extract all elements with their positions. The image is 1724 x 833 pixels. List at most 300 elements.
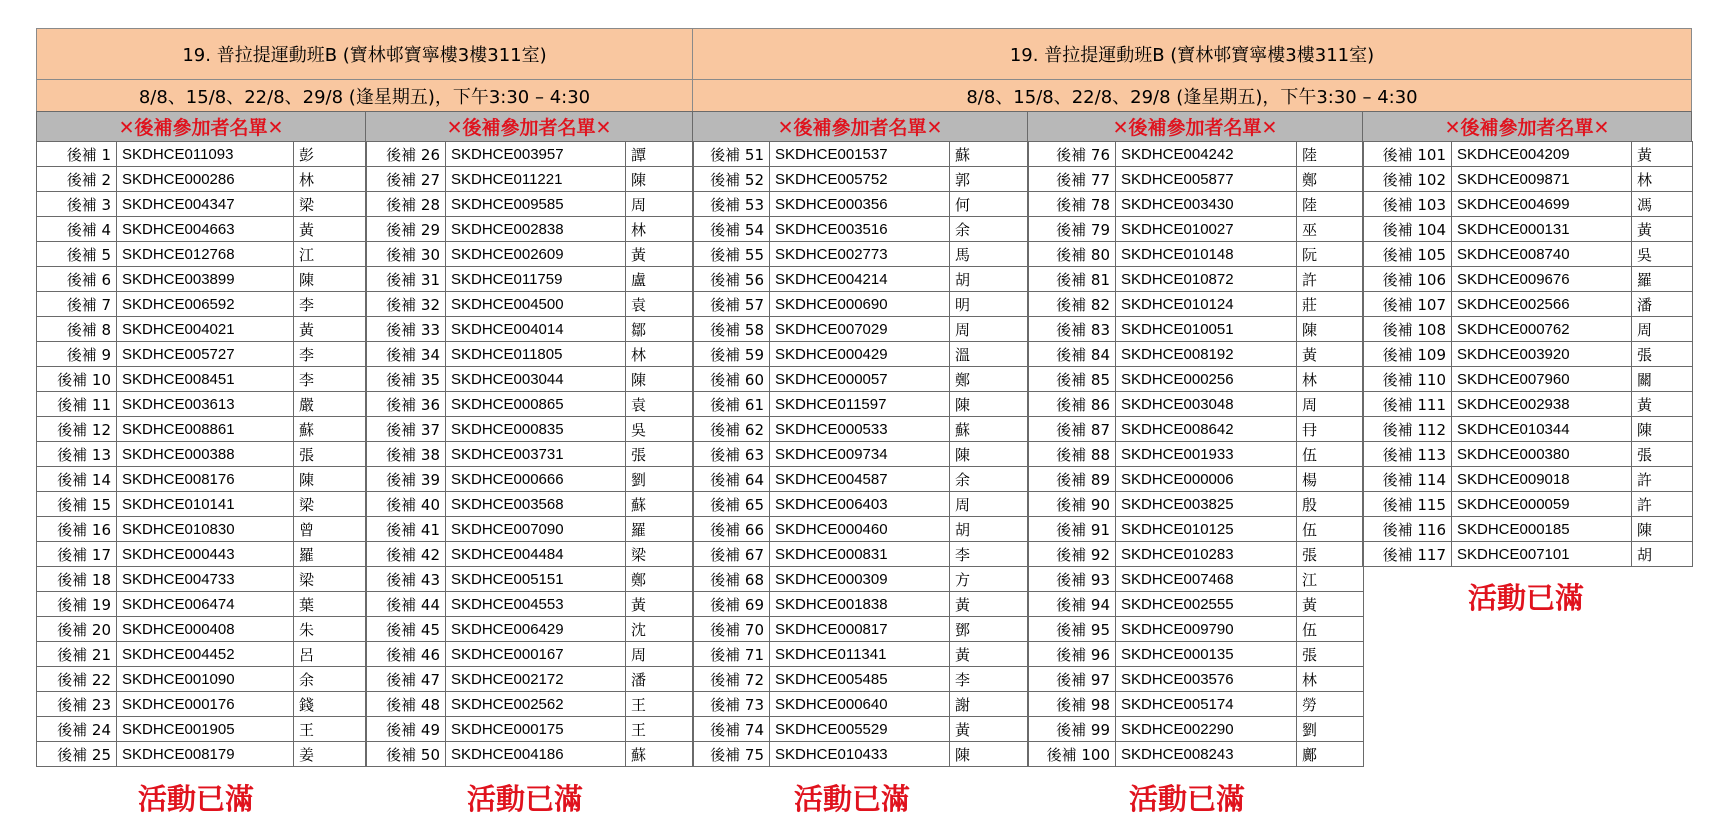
waitlist-table-3	[692, 141, 1029, 767]
waitlist-number: 後補 79	[1028, 217, 1116, 242]
participant-surname: 江	[294, 242, 367, 267]
waitlist-number: 後補 19	[37, 592, 117, 617]
participant-surname: 勞	[1297, 692, 1364, 717]
member-id: SKDHCE010872	[1116, 267, 1297, 292]
member-id: SKDHCE000176	[117, 692, 294, 717]
table-row	[366, 292, 694, 317]
member-id: SKDHCE000443	[117, 542, 294, 567]
member-id: SKDHCE000762	[1452, 317, 1632, 342]
participant-surname: 葉	[294, 592, 367, 617]
member-id: SKDHCE000690	[770, 292, 950, 317]
table-row	[1028, 292, 1364, 317]
table-row	[1028, 567, 1364, 592]
waitlist-number: 後補 44	[366, 592, 446, 617]
member-id: SKDHCE003048	[1116, 392, 1297, 417]
waitlist-number: 後補 32	[366, 292, 446, 317]
waitlist-number: 後補 88	[1028, 442, 1116, 467]
table-row	[693, 192, 1029, 217]
member-id: SKDHCE003920	[1452, 342, 1632, 367]
member-id: SKDHCE004347	[117, 192, 294, 217]
waitlist-number: 後補 7	[37, 292, 117, 317]
table-row	[1363, 342, 1693, 367]
waitlist-number: 後補 61	[693, 392, 770, 417]
waitlist-number: 後補 53	[693, 192, 770, 217]
member-id: SKDHCE006429	[446, 617, 626, 642]
waitlist-number: 後補 12	[37, 417, 117, 442]
waitlist-number: 後補 37	[366, 417, 446, 442]
waitlist-number: 後補 58	[693, 317, 770, 342]
waitlist-number: 後補 93	[1028, 567, 1116, 592]
member-id: SKDHCE007029	[770, 317, 950, 342]
participant-surname: 潘	[1632, 292, 1693, 317]
participant-surname: 袁	[626, 292, 694, 317]
participant-surname: 嚴	[294, 392, 367, 417]
waitlist-number: 後補 55	[693, 242, 770, 267]
member-id: SKDHCE003613	[117, 392, 294, 417]
table-row	[693, 342, 1029, 367]
waitlist-heading-3: ✕後補參加者名單✕	[692, 111, 1028, 142]
waitlist-number: 後補 5	[37, 242, 117, 267]
table-row	[37, 142, 367, 167]
member-id: SKDHCE009676	[1452, 267, 1632, 292]
waitlist-number: 後補 102	[1363, 167, 1452, 192]
member-id: SKDHCE009871	[1452, 167, 1632, 192]
participant-surname: 余	[294, 667, 367, 692]
waitlist-number: 後補 85	[1028, 367, 1116, 392]
class-schedule-right: 8/8、15/8、22/8、29/8 (逢星期五)，下午3:30 – 4:30	[692, 79, 1692, 112]
member-id: SKDHCE000175	[446, 717, 626, 742]
member-id: SKDHCE000256	[1116, 367, 1297, 392]
waitlist-number: 後補 36	[366, 392, 446, 417]
waitlist-number: 後補 104	[1363, 217, 1452, 242]
member-id: SKDHCE009018	[1452, 467, 1632, 492]
table-row	[37, 217, 367, 242]
member-id: SKDHCE003430	[1116, 192, 1297, 217]
table-row	[1028, 317, 1364, 342]
participant-surname: 鄺	[1297, 742, 1364, 767]
participant-surname: 周	[1297, 392, 1364, 417]
table-row	[693, 667, 1029, 692]
table-row	[1363, 217, 1693, 242]
participant-surname: 蘇	[294, 417, 367, 442]
waitlist-number: 後補 23	[37, 692, 117, 717]
table-row	[366, 467, 694, 492]
participant-surname: 伍	[1297, 517, 1364, 542]
participant-surname: 冄	[1297, 417, 1364, 442]
waitlist-number: 後補 4	[37, 217, 117, 242]
participant-surname: 黃	[626, 592, 694, 617]
table-row	[1028, 267, 1364, 292]
table-row	[1363, 542, 1693, 567]
table-row	[1028, 717, 1364, 742]
waitlist-number: 後補 31	[366, 267, 446, 292]
table-row	[37, 317, 367, 342]
participant-surname: 余	[950, 217, 1029, 242]
member-id: SKDHCE004209	[1452, 142, 1632, 167]
table-row	[366, 417, 694, 442]
participant-surname: 黃	[950, 717, 1029, 742]
waitlist-heading-1: ✕後補參加者名單✕	[36, 111, 366, 142]
table-row	[693, 692, 1029, 717]
member-id: SKDHCE002773	[770, 242, 950, 267]
member-id: SKDHCE000185	[1452, 517, 1632, 542]
table-row	[37, 292, 367, 317]
table-row	[37, 542, 367, 567]
table-row	[1363, 192, 1693, 217]
waitlist-table-4	[1027, 141, 1364, 767]
member-id: SKDHCE007468	[1116, 567, 1297, 592]
member-id: SKDHCE000135	[1116, 642, 1297, 667]
participant-surname: 李	[294, 342, 367, 367]
table-row	[1028, 167, 1364, 192]
table-row	[366, 742, 694, 767]
waitlist-number: 後補 46	[366, 642, 446, 667]
member-id: SKDHCE011805	[446, 342, 626, 367]
participant-surname: 劉	[626, 467, 694, 492]
member-id: SKDHCE002555	[1116, 592, 1297, 617]
member-id: SKDHCE008740	[1452, 242, 1632, 267]
participant-surname: 陳	[294, 467, 367, 492]
table-row	[1028, 742, 1364, 767]
participant-surname: 陳	[1297, 317, 1364, 342]
waitlist-number: 後補 117	[1363, 542, 1452, 567]
table-row	[693, 292, 1029, 317]
waitlist-number: 後補 56	[693, 267, 770, 292]
member-id: SKDHCE008243	[1116, 742, 1297, 767]
participant-surname: 羅	[626, 517, 694, 542]
participant-surname: 羅	[1632, 267, 1693, 292]
member-id: SKDHCE004699	[1452, 192, 1632, 217]
participant-surname: 馬	[950, 242, 1029, 267]
participant-surname: 黃	[1632, 142, 1693, 167]
member-id: SKDHCE000460	[770, 517, 950, 542]
waitlist-number: 後補 107	[1363, 292, 1452, 317]
table-row	[366, 692, 694, 717]
table-row	[1363, 467, 1693, 492]
table-row	[1028, 517, 1364, 542]
participant-surname: 溫	[950, 342, 1029, 367]
participant-surname: 譚	[626, 142, 694, 167]
member-id: SKDHCE007101	[1452, 542, 1632, 567]
member-id: SKDHCE000006	[1116, 467, 1297, 492]
member-id: SKDHCE004484	[446, 542, 626, 567]
member-id: SKDHCE002172	[446, 667, 626, 692]
table-row	[1028, 467, 1364, 492]
waitlist-number: 後補 20	[37, 617, 117, 642]
member-id: SKDHCE010027	[1116, 217, 1297, 242]
table-row	[693, 567, 1029, 592]
member-id: SKDHCE008642	[1116, 417, 1297, 442]
table-row	[366, 517, 694, 542]
member-id: SKDHCE006403	[770, 492, 950, 517]
table-row	[1028, 592, 1364, 617]
participant-surname: 蘇	[950, 417, 1029, 442]
participant-surname: 林	[1297, 667, 1364, 692]
waitlist-number: 後補 106	[1363, 267, 1452, 292]
member-id: SKDHCE005727	[117, 342, 294, 367]
waitlist-number: 後補 98	[1028, 692, 1116, 717]
member-id: SKDHCE006474	[117, 592, 294, 617]
participant-surname: 鄭	[626, 567, 694, 592]
waitlist-number: 後補 24	[37, 717, 117, 742]
participant-surname: 黃	[950, 592, 1029, 617]
table-row	[1028, 692, 1364, 717]
waitlist-number: 後補 108	[1363, 317, 1452, 342]
member-id: SKDHCE003576	[1116, 667, 1297, 692]
waitlist-heading-2: ✕後補參加者名單✕	[365, 111, 693, 142]
waitlist-number: 後補 33	[366, 317, 446, 342]
waitlist-number: 後補 41	[366, 517, 446, 542]
waitlist-number: 後補 100	[1028, 742, 1116, 767]
participant-surname: 王	[626, 717, 694, 742]
participant-surname: 林	[626, 217, 694, 242]
waitlist-number: 後補 112	[1363, 417, 1452, 442]
participant-surname: 王	[294, 717, 367, 742]
participant-surname: 呂	[294, 642, 367, 667]
table-row	[1028, 642, 1364, 667]
waitlist-table-2	[365, 141, 694, 767]
member-id: SKDHCE011759	[446, 267, 626, 292]
table-row	[693, 467, 1029, 492]
member-id: SKDHCE011221	[446, 167, 626, 192]
waitlist-number: 後補 62	[693, 417, 770, 442]
waitlist-number: 後補 97	[1028, 667, 1116, 692]
member-id: SKDHCE011341	[770, 642, 950, 667]
member-id: SKDHCE004214	[770, 267, 950, 292]
waitlist-number: 後補 99	[1028, 717, 1116, 742]
table-row	[1363, 167, 1693, 192]
table-row	[693, 367, 1029, 392]
table-row	[37, 242, 367, 267]
waitlist-number: 後補 21	[37, 642, 117, 667]
participant-surname: 黃	[950, 642, 1029, 667]
table-row	[366, 717, 694, 742]
table-row	[37, 192, 367, 217]
waitlist-number: 後補 90	[1028, 492, 1116, 517]
table-row	[37, 717, 367, 742]
participant-surname: 蘇	[626, 742, 694, 767]
member-id: SKDHCE000831	[770, 542, 950, 567]
participant-surname: 鄒	[626, 317, 694, 342]
table-row	[366, 592, 694, 617]
member-id: SKDHCE005752	[770, 167, 950, 192]
participant-surname: 郭	[950, 167, 1029, 192]
waitlist-number: 後補 15	[37, 492, 117, 517]
participant-surname: 黃	[626, 242, 694, 267]
table-row	[37, 167, 367, 192]
participant-surname: 李	[950, 542, 1029, 567]
waitlist-number: 後補 50	[366, 742, 446, 767]
waitlist-number: 後補 59	[693, 342, 770, 367]
member-id: SKDHCE008192	[1116, 342, 1297, 367]
participant-surname: 黃	[1632, 392, 1693, 417]
waitlist-number: 後補 47	[366, 667, 446, 692]
waitlist-number: 後補 75	[693, 742, 770, 767]
participant-surname: 伍	[1297, 442, 1364, 467]
member-id: SKDHCE010141	[117, 492, 294, 517]
member-id: SKDHCE006592	[117, 292, 294, 317]
member-id: SKDHCE007090	[446, 517, 626, 542]
waitlist-number: 後補 51	[693, 142, 770, 167]
activity-full-label-5: 活動已滿	[1467, 581, 1584, 615]
participant-surname: 馮	[1632, 192, 1693, 217]
member-id: SKDHCE001933	[1116, 442, 1297, 467]
member-id: SKDHCE001090	[117, 667, 294, 692]
waitlist-number: 後補 80	[1028, 242, 1116, 267]
participant-surname: 黃	[294, 317, 367, 342]
participant-surname: 阮	[1297, 242, 1364, 267]
participant-surname: 陳	[950, 392, 1029, 417]
member-id: SKDHCE000388	[117, 442, 294, 467]
table-row	[1363, 142, 1693, 167]
table-row	[1363, 242, 1693, 267]
participant-surname: 蘇	[626, 492, 694, 517]
class-schedule-left: 8/8、15/8、22/8、29/8 (逢星期五)，下午3:30 – 4:30	[36, 79, 693, 112]
table-row	[366, 317, 694, 342]
participant-surname: 梁	[626, 542, 694, 567]
participant-surname: 朱	[294, 617, 367, 642]
activity-full-label-1: 活動已滿	[137, 782, 254, 816]
waitlist-number: 後補 103	[1363, 192, 1452, 217]
table-row	[366, 242, 694, 267]
table-row	[693, 592, 1029, 617]
table-row	[366, 192, 694, 217]
participant-surname: 關	[1632, 367, 1693, 392]
participant-surname: 陳	[950, 742, 1029, 767]
waitlist-number: 後補 35	[366, 367, 446, 392]
member-id: SKDHCE010125	[1116, 517, 1297, 542]
participant-surname: 林	[626, 342, 694, 367]
table-row	[37, 617, 367, 642]
table-row	[1028, 492, 1364, 517]
waitlist-number: 後補 28	[366, 192, 446, 217]
waitlist-heading-5: ✕後補參加者名單✕	[1362, 111, 1692, 142]
table-row	[37, 592, 367, 617]
participant-surname: 余	[950, 467, 1029, 492]
member-id: SKDHCE003044	[446, 367, 626, 392]
member-id: SKDHCE008179	[117, 742, 294, 767]
member-id: SKDHCE010433	[770, 742, 950, 767]
table-row	[37, 342, 367, 367]
table-row	[1028, 367, 1364, 392]
participant-surname: 張	[1632, 342, 1693, 367]
participant-surname: 楊	[1297, 467, 1364, 492]
member-id: SKDHCE003957	[446, 142, 626, 167]
member-id: SKDHCE003731	[446, 442, 626, 467]
member-id: SKDHCE000429	[770, 342, 950, 367]
waitlist-number: 後補 3	[37, 192, 117, 217]
waitlist-number: 後補 2	[37, 167, 117, 192]
table-row	[1028, 417, 1364, 442]
table-row	[366, 542, 694, 567]
table-row	[366, 642, 694, 667]
member-id: SKDHCE008861	[117, 417, 294, 442]
table-row	[37, 367, 367, 392]
participant-surname: 陳	[950, 442, 1029, 467]
table-row	[37, 742, 367, 767]
waitlist-number: 後補 6	[37, 267, 117, 292]
waitlist-number: 後補 52	[693, 167, 770, 192]
table-row	[37, 667, 367, 692]
participant-surname: 黃	[294, 217, 367, 242]
waitlist-number: 後補 25	[37, 742, 117, 767]
table-row	[1363, 317, 1693, 342]
participant-surname: 張	[294, 442, 367, 467]
member-id: SKDHCE000057	[770, 367, 950, 392]
waitlist-number: 後補 67	[693, 542, 770, 567]
member-id: SKDHCE000533	[770, 417, 950, 442]
participant-surname: 林	[1297, 367, 1364, 392]
table-row	[366, 142, 694, 167]
waitlist-number: 後補 110	[1363, 367, 1452, 392]
member-id: SKDHCE005529	[770, 717, 950, 742]
participant-surname: 袁	[626, 392, 694, 417]
participant-surname: 巫	[1297, 217, 1364, 242]
participant-surname: 林	[1632, 167, 1693, 192]
member-id: SKDHCE008451	[117, 367, 294, 392]
participant-surname: 江	[1297, 567, 1364, 592]
table-row	[366, 342, 694, 367]
waitlist-number: 後補 1	[37, 142, 117, 167]
class-title-left: 19. 普拉提運動班B (寶林邨寶寧樓3樓311室)	[36, 28, 693, 80]
participant-surname: 黃	[1632, 217, 1693, 242]
member-id: SKDHCE010148	[1116, 242, 1297, 267]
waitlist-number: 後補 111	[1363, 392, 1452, 417]
participant-surname: 許	[1632, 467, 1693, 492]
waitlist-number: 後補 29	[366, 217, 446, 242]
participant-surname: 張	[1632, 442, 1693, 467]
waitlist-number: 後補 109	[1363, 342, 1452, 367]
waitlist-number: 後補 60	[693, 367, 770, 392]
member-id: SKDHCE010283	[1116, 542, 1297, 567]
participant-surname: 陸	[1297, 142, 1364, 167]
member-id: SKDHCE010051	[1116, 317, 1297, 342]
member-id: SKDHCE008176	[117, 467, 294, 492]
participant-surname: 莊	[1297, 292, 1364, 317]
table-row	[1363, 367, 1693, 392]
waitlist-number: 後補 18	[37, 567, 117, 592]
participant-surname: 潘	[626, 667, 694, 692]
participant-surname: 林	[294, 167, 367, 192]
participant-surname: 鄭	[1297, 167, 1364, 192]
table-row	[693, 442, 1029, 467]
waitlist-number: 後補 57	[693, 292, 770, 317]
member-id: SKDHCE004021	[117, 317, 294, 342]
participant-surname: 蘇	[950, 142, 1029, 167]
participant-surname: 曾	[294, 517, 367, 542]
participant-surname: 鄭	[950, 367, 1029, 392]
table-row	[1028, 617, 1364, 642]
table-row	[693, 492, 1029, 517]
table-row	[1028, 142, 1364, 167]
table-row	[37, 267, 367, 292]
table-row	[366, 217, 694, 242]
table-row	[37, 392, 367, 417]
waitlist-number: 後補 65	[693, 492, 770, 517]
participant-surname: 殷	[1297, 492, 1364, 517]
waitlist-number: 後補 72	[693, 667, 770, 692]
member-id: SKDHCE004553	[446, 592, 626, 617]
waitlist-number: 後補 16	[37, 517, 117, 542]
waitlist-number: 後補 76	[1028, 142, 1116, 167]
table-row	[693, 392, 1029, 417]
table-row	[693, 167, 1029, 192]
member-id: SKDHCE002938	[1452, 392, 1632, 417]
member-id: SKDHCE009790	[1116, 617, 1297, 642]
table-row	[693, 217, 1029, 242]
member-id: SKDHCE007960	[1452, 367, 1632, 392]
table-row	[693, 642, 1029, 667]
